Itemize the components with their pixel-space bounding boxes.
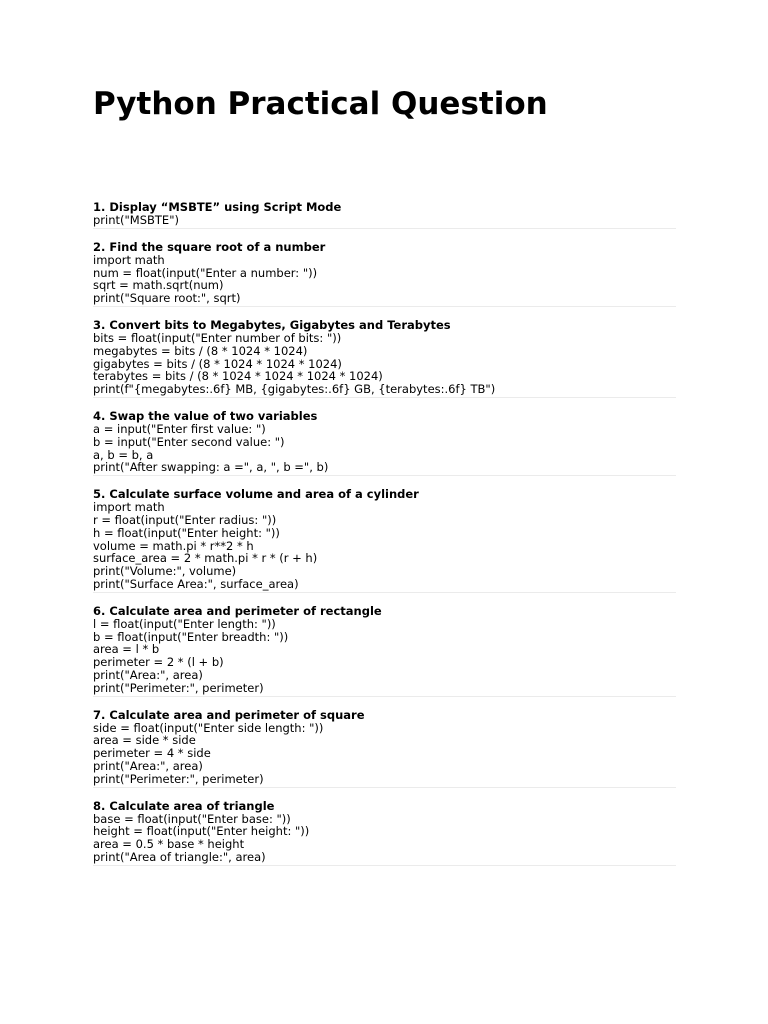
- code-line: perimeter = 2 * (l + b): [93, 655, 224, 670]
- code-line: b = float(input("Enter breadth: ")): [93, 629, 289, 644]
- question-heading: 8. Calculate area of triangle: [93, 798, 275, 813]
- question-heading: 4. Swap the value of two variables: [93, 408, 318, 423]
- code-line: surface_area = 2 * math.pi * r * (r + h): [93, 551, 318, 566]
- code-line: area = side * side: [93, 733, 196, 748]
- code-line: sqrt = math.sqrt(num): [93, 278, 224, 293]
- code-line: print("MSBTE"): [93, 213, 179, 227]
- code-line: l = float(input("Enter length: ")): [93, 616, 276, 631]
- question-heading: 1. Display “MSBTE” using Script Mode: [93, 200, 342, 214]
- code-line: print("After swapping: a =", a, ", b =", b): [93, 460, 329, 475]
- code-line: print("Area:", area): [93, 758, 203, 773]
- question-block: [93, 800, 676, 866]
- code-line: print("Perimeter:", perimeter): [93, 771, 264, 786]
- question-block: [93, 241, 676, 307]
- question-block: [93, 319, 676, 398]
- question-heading: 2. Find the square root of a number: [93, 239, 326, 254]
- code-line: bits = float(input("Enter number of bits: ")): [93, 330, 342, 345]
- code-line: base = float(input("Enter base: ")): [93, 811, 291, 826]
- code-line: a = input("Enter first value: "): [93, 421, 266, 436]
- code-line: terabytes = bits / (8 * 1024 * 1024 * 1024 * 1024): [93, 369, 383, 384]
- page-title: Python Practical Question: [93, 86, 548, 122]
- code-line: volume = math.pi * r**2 * h: [93, 538, 254, 553]
- code-line: import math: [93, 252, 165, 267]
- question-heading: 5. Calculate surface volume and area of a cylinder: [93, 487, 419, 502]
- question-block: [93, 410, 676, 476]
- question-heading: 3. Convert bits to Megabytes, Gigabytes and Terabytes: [93, 317, 451, 332]
- code-line: b = input("Enter second value: "): [93, 434, 285, 449]
- code-line: perimeter = 4 * side: [93, 746, 211, 761]
- code-line: side = float(input("Enter side length: ")): [93, 720, 324, 735]
- code-line: r = float(input("Enter radius: ")): [93, 512, 277, 527]
- question-block: [93, 605, 676, 697]
- question-list: [93, 201, 676, 878]
- code-line: area = l * b: [93, 642, 160, 657]
- question-heading: 7. Calculate area and perimeter of square: [93, 707, 365, 722]
- question-block: [93, 201, 676, 229]
- question-block: [93, 488, 676, 593]
- code-line: a, b = b, a: [93, 447, 154, 462]
- code-line: print("Area of triangle:", area): [93, 849, 266, 864]
- code-line: print("Perimeter:", perimeter): [93, 680, 264, 695]
- code-line: h = float(input("Enter height: ")): [93, 525, 280, 540]
- code-line: print("Surface Area:", surface_area): [93, 576, 299, 591]
- code-line: area = 0.5 * base * height: [93, 837, 245, 852]
- code-line: print("Volume:", volume): [93, 564, 237, 579]
- question-block: [93, 709, 676, 788]
- code-line: gigabytes = bits / (8 * 1024 * 1024 * 1024): [93, 356, 342, 371]
- code-line: height = float(input("Enter height: ")): [93, 824, 310, 839]
- code-line: megabytes = bits / (8 * 1024 * 1024): [93, 343, 308, 358]
- question-heading: 6. Calculate area and perimeter of rectangle: [93, 603, 382, 618]
- code-line: print("Square root:", sqrt): [93, 291, 241, 306]
- code-line: print("Area:", area): [93, 667, 203, 682]
- code-line: import math: [93, 500, 165, 515]
- code-line: print(f"{megabytes:.6f} MB, {gigabytes:.6f} GB, {terabytes:.6f} TB"): [93, 382, 496, 397]
- code-line: num = float(input("Enter a number: ")): [93, 265, 318, 280]
